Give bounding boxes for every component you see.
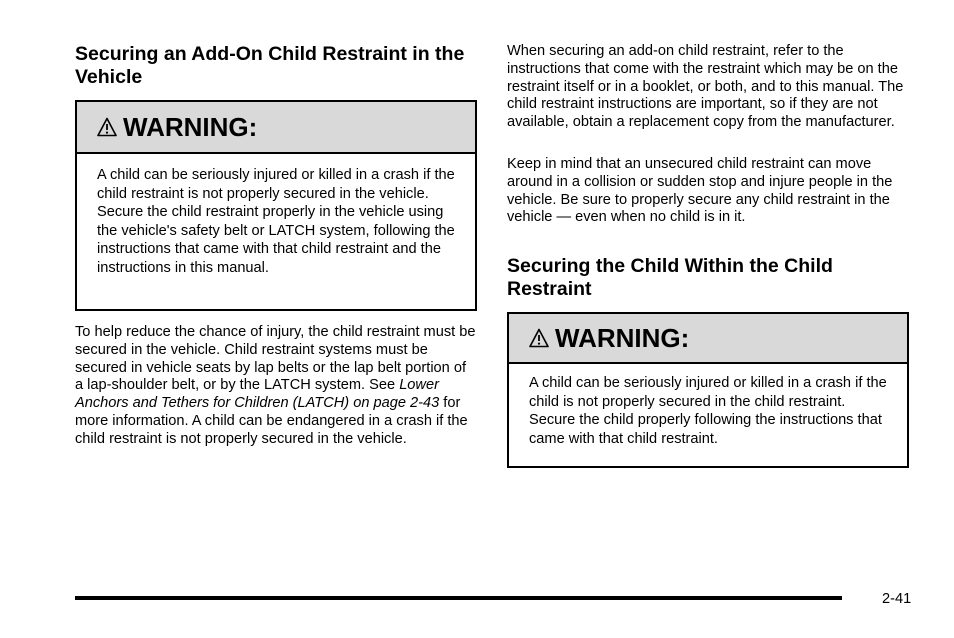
paragraph-text: To help reduce the chance of injury, the child restraint must be secured in the vehicle. Child restraint systems must be secured in vehicle seats by lap belts or the lap belt portion of a lap-shoulder belt, or by the LATCH system. See <box>75 324 476 394</box>
warning-box <box>75 100 477 311</box>
body-paragraph <box>75 324 477 449</box>
warning-text: A child can be seriously injured or killed in a crash if the child is not properly secured in the child restraint. Secure the child properly following the instructions that came with that child restraint. <box>529 375 887 447</box>
paragraph-text: for more information. A child can be endangered in a crash if the child restraint is not properly secured in the vehicle. <box>75 395 468 447</box>
warning-box <box>507 312 909 468</box>
warning-header <box>509 314 907 364</box>
body-paragraph: Keep in mind that an unsecured child restraint can move around in a collision or sudden stop and injure people in the vehicle. Be sure to properly secure any child restraint in the vehicle — even when no child is in it. <box>507 156 893 226</box>
warning-triangle-icon <box>529 328 549 348</box>
warning-title: WARNING: <box>555 323 690 353</box>
section-heading-add-on-restraint: Securing an Add-On Child Restraint in the Vehicle <box>75 43 465 88</box>
warning-triangle-icon <box>97 117 117 137</box>
warning-text: A child can be seriously injured or killed in a crash if the child restraint is not properly secured in the vehicle. Secure the child restraint properly in the vehicle using the vehicle's safety belt or LATCH system, following the instructions that came with that child restraint and the instructions in this manual. <box>97 167 455 276</box>
section-heading-child-within-restraint: Securing the Child Within the Child Restraint <box>507 255 833 300</box>
warning-header <box>77 102 475 154</box>
footer-divider <box>75 596 842 600</box>
page-number: 2-41 <box>882 591 912 607</box>
warning-title: WARNING: <box>123 112 258 142</box>
cross-reference-link[interactable]: Lower Anchors and Tethers for Children (LATCH) on page 2-43 <box>75 377 440 412</box>
body-paragraph: When securing an add-on child restraint, refer to the instructions that come with the restraint which may be on the restraint itself or in a booklet, or both, and to this manual. The child restraint instructions are important, so if they are not available, obtain a replacement copy from the manufacturer. <box>507 43 904 131</box>
